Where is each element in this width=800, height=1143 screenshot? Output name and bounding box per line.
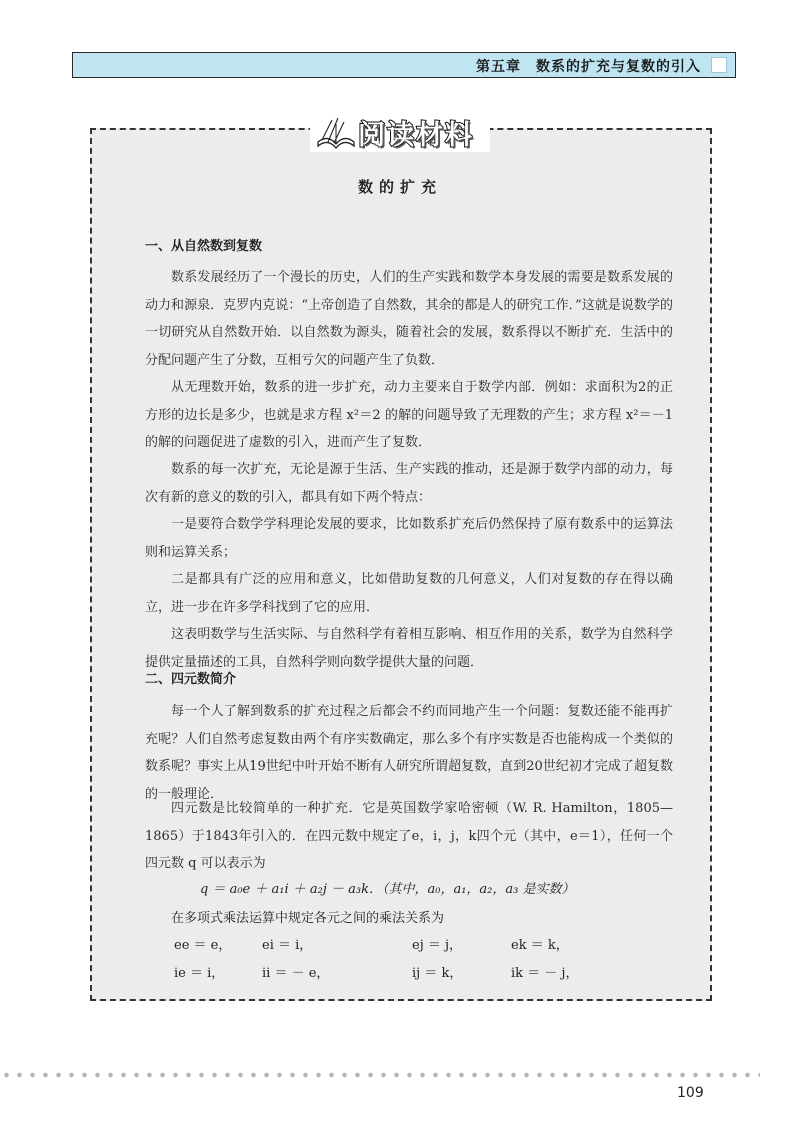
relation-intro: 在多项式乘法运算中规定各元之间的乘法关系为 bbox=[171, 911, 445, 926]
relation: ek ＝ k， bbox=[511, 938, 569, 953]
paragraph: 数系发展经历了一个漫长的历史，人们的生产实践和数学本身发展的需要是数系发展的动力和源泉．克罗内克说：“上帝创造了自然数，其余的都是人的研究工作．”这就是说数学的一切研究从自然数开始．以自然数为源头，随着社会的发展，数系得以不断扩充．生活中的分配问题产生了分数，互相亏欠的问题产生了负数． bbox=[145, 270, 673, 368]
section1-heading: 一、从自然数到复数 bbox=[145, 239, 263, 254]
banner-label: 阅读材料 bbox=[358, 120, 474, 151]
paragraph: 数系的每一次扩充，无论是源于生活、生产实践的推动，还是源于数学内部的动力，每次有新的意义的数的引入，都具有如下两个特点： bbox=[145, 462, 673, 505]
quaternion-formula: q ＝ a₀e ＋ a₁i ＋ a₂j － a₃k．（其中，a₀，a₁，a₂，a₃ 是实数） bbox=[200, 882, 575, 897]
article-title: 数的扩充 bbox=[357, 178, 442, 196]
relation: ei ＝ i， bbox=[262, 938, 313, 953]
paragraph: 二是都具有广泛的应用和意义，比如借助复数的几何意义，人们对复数的存在得以确立，进一步在许多学科找到了它的应用． bbox=[145, 572, 673, 615]
relation: ie ＝ i， bbox=[174, 966, 225, 981]
paragraph: 一是要符合数学学科理论发展的要求，比如数系扩充后仍然保持了原有数系中的运算法则和运算关系； bbox=[145, 517, 673, 560]
relation: ee ＝ e， bbox=[174, 938, 232, 953]
relation: ej ＝ j， bbox=[412, 938, 463, 953]
paragraph: 四元数是比较简单的一种扩充．它是英国数学家哈密顿（W. R. Hamilton，1805—1865）于1843年引入的．在四元数中规定了e，i，j，k四个元（其中，e＝1），任何一个四元数 q 可以表示为 bbox=[145, 801, 673, 871]
chapter-header bbox=[72, 52, 736, 78]
page-number: 109 bbox=[677, 1085, 704, 1101]
relation: ii ＝ － e， bbox=[262, 966, 330, 981]
relation: ik ＝ － j， bbox=[511, 966, 579, 981]
relation: ij ＝ k， bbox=[412, 966, 463, 981]
header-square-mark bbox=[711, 57, 727, 73]
section2-heading: 二、四元数简介 bbox=[145, 672, 237, 687]
paragraph: 这表明数学与生活实际、与自然科学有着相互影响、相互作用的关系，数学为自然科学提供定量描述的工具，自然科学则向数学提供大量的问题． bbox=[145, 627, 673, 670]
reading-banner bbox=[310, 112, 490, 152]
chapter-title: 第五章 数系的扩充与复数的引入 bbox=[476, 59, 701, 75]
paragraph: 每一个人了解到数系的扩充过程之后都会不约而同地产生一个问题：复数还能不能再扩充呢？人们自然考虑复数由两个有序实数确定，那么多个有序实数是否也能构成一个类似的数系呢？事实上从19世纪中叶开始不断有人研究所谓超复数，直到20世纪初才完成了超复数的一般理论． bbox=[145, 704, 673, 802]
paragraph: 从无理数开始，数系的进一步扩充，动力主要来自于数学内部．例如：求面积为2的正方形的边长是多少，也就是求方程 x²＝2 的解的问题导致了无理数的产生；求方程 x²＝－1 的解的问题促进了虚数的引入，进而产生了复数． bbox=[145, 380, 673, 450]
footer-dotted-line bbox=[0, 1072, 760, 1078]
book-icon bbox=[314, 112, 358, 152]
